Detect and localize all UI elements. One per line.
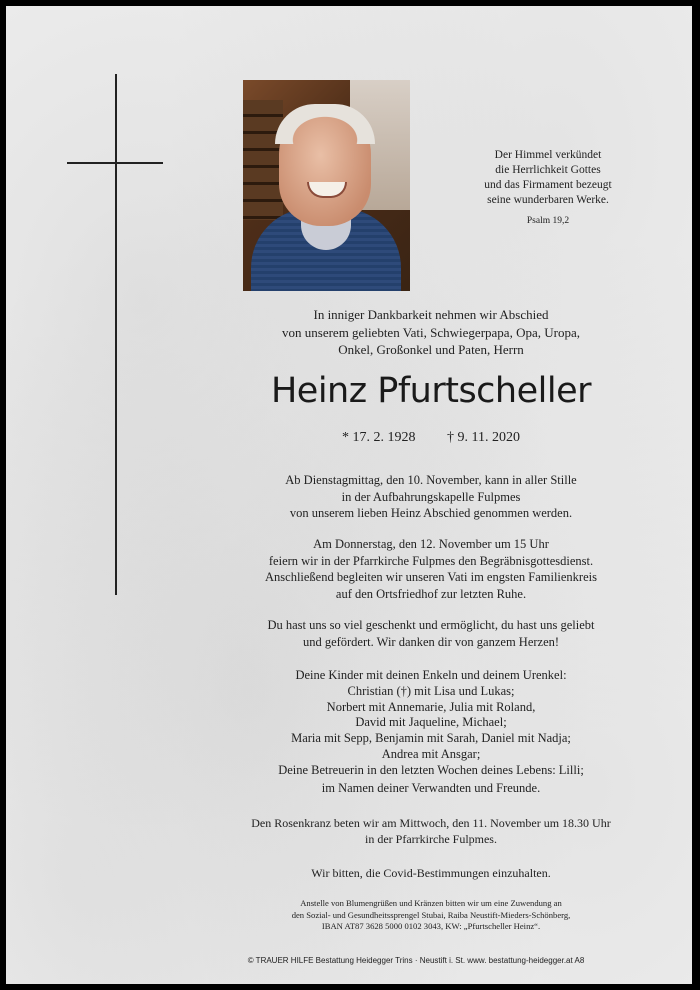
service-line: Am Donnerstag, den 12. November um 15 Uhr xyxy=(313,537,549,551)
relatives-text: im Namen deiner Verwandten und Freunde. xyxy=(321,781,541,795)
service-line: feiern wir in der Pfarrkirche Fulpmes den Begräbnisgottesdienst. xyxy=(268,553,594,568)
viewing-text xyxy=(206,472,656,522)
donation-line: IBAN AT87 3628 5000 0102 3043, KW: „Pfurtscheller Heinz“. xyxy=(321,921,541,931)
rosary-line: Den Rosenkranz beten wir am Mittwoch, den 11. November um 18.30 Uhr xyxy=(251,816,611,830)
psalm-quote xyxy=(451,148,645,229)
donation-line: den Sozial- und Gesundheitssprengel Stubai, Raiba Neustift-Mieders-Schönberg, xyxy=(291,909,571,920)
family-line: Deine Kinder mit deinen Enkeln und deinem Urenkel: xyxy=(295,668,567,682)
life-dates xyxy=(206,430,656,446)
thanks-text xyxy=(206,617,656,650)
psalm-line: und das Firmament bezeugt xyxy=(484,179,612,191)
family-line: Norbert mit Annemarie, Julia mit Roland, xyxy=(326,699,536,714)
family-line: Maria mit Sepp, Benjamin mit Sarah, Daniel mit Nadja; xyxy=(291,731,571,746)
footer-imprint: © TRAUER HILFE Bestattung Heidegger Trins · Neustift i. St. www. bestattung-heidegger.at A8 xyxy=(247,956,585,965)
family-line: Christian (†) mit Lisa und Lukas; xyxy=(347,683,515,698)
family-list xyxy=(206,668,656,779)
service-text xyxy=(206,536,656,602)
cross-vertical xyxy=(115,74,117,595)
service-line: Anschließend begleiten wir unseren Vati im engsten Familienkreis xyxy=(265,570,597,584)
portrait-photo xyxy=(243,80,410,291)
psalm-reference: Psalm 19,2 xyxy=(526,216,570,226)
viewing-line: Ab Dienstagmittag, den 10. November, kann in aller Stille xyxy=(285,473,577,487)
intro-text xyxy=(206,306,656,359)
birth-date: * 17. 2. 1928 xyxy=(342,430,416,445)
deceased-name: Heinz Pfurtscheller xyxy=(270,371,592,411)
service-line: auf den Ortsfriedhof zur letzten Ruhe. xyxy=(335,586,527,601)
death-date: † 9. 11. 2020 xyxy=(447,430,520,445)
rosary-line: in der Pfarrkirche Fulpmes. xyxy=(365,832,497,846)
psalm-line: seine wunderbaren Werke. xyxy=(487,194,609,206)
psalm-line: die Herrlichkeit Gottes xyxy=(495,164,601,176)
thanks-line: und gefördert. Wir danken dir von ganzem Herzen! xyxy=(302,634,560,649)
rosary-text xyxy=(206,815,656,847)
covid-notice: Wir bitten, die Covid-Bestimmungen einzuhalten. xyxy=(311,866,551,880)
donation-line: Anstelle von Blumengrüßen und Kränzen bitten wir um eine Zuwendung an xyxy=(300,898,562,908)
family-line: Deine Betreuerin in den letzten Wochen deines Lebens: Lilli; xyxy=(278,762,584,777)
family-line: David mit Jaqueline, Michael; xyxy=(355,715,507,730)
thanks-line: Du hast uns so viel geschenkt und ermöglicht, du hast uns geliebt xyxy=(267,618,595,632)
obituary-page xyxy=(6,6,692,984)
intro-line: In inniger Dankbarkeit nehmen wir Abschied xyxy=(313,307,549,322)
donation-text xyxy=(206,898,656,933)
intro-line: von unserem geliebten Vati, Schwiegerpapa, Opa, Uropa, xyxy=(282,324,580,340)
viewing-line: in der Aufbahrungskapelle Fulpmes xyxy=(341,489,521,504)
viewing-line: von unserem lieben Heinz Abschied genommen werden. xyxy=(289,506,573,520)
psalm-line: Der Himmel verkündet xyxy=(494,149,602,161)
family-line: Andrea mit Ansgar; xyxy=(381,746,481,761)
intro-line: Onkel, Großonkel und Paten, Herrn xyxy=(338,342,524,357)
cross-horizontal xyxy=(67,162,163,164)
